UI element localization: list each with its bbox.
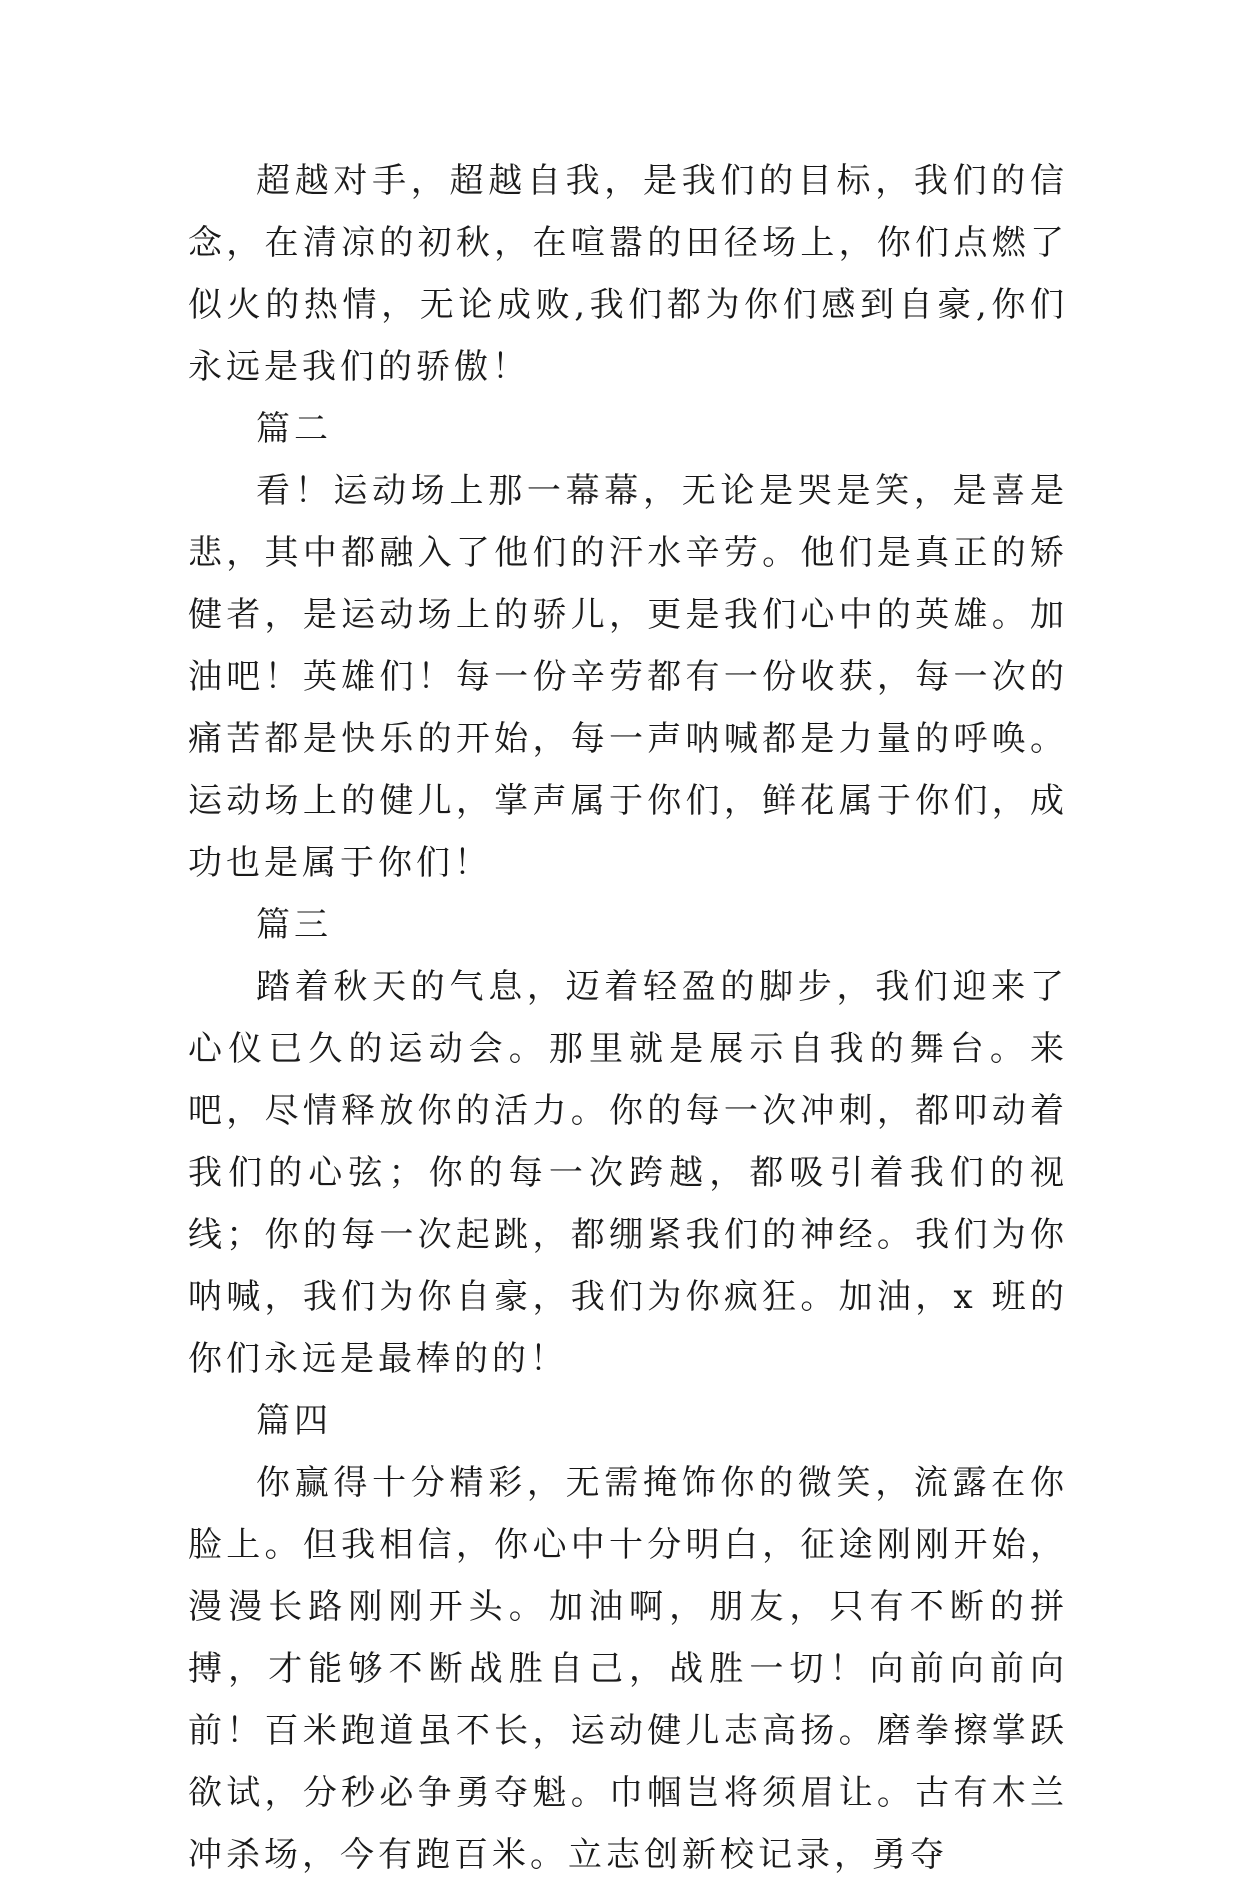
paragraph-1: 超越对手，超越自我，是我们的目标，我们的信念，在清凉的初秋，在喧嚣的田径场上，你们点燃了似火的热情，无论成败,我们都为你们感到自豪,你们永远是我们的骄傲！ [188,161,1068,387]
paragraph-2: 看！运动场上那一幕幕，无论是哭是笑，是喜是悲，其中都融入了他们的汗水辛劳。他们是真正的矫健者，是运动场上的骄儿，更是我们心中的英雄。加油吧！英雄们！每一份辛劳都有一份收获，每一次的痛苦都是快乐的开始，每一声呐喊都是力量的呼唤。运动场上的健儿，掌声属于你们，鲜花属于你们，成功也是属于你们！ [188,471,1068,883]
paragraph-4: 你赢得十分精彩，无需掩饰你的微笑，流露在你脸上。但我相信，你心中十分明白，征途刚刚开始，漫漫长路刚刚开头。加油啊，朋友，只有不断的拼搏，才能够不断战胜自己，战胜一切！向前向前向前！百米跑道虽不长，运动健儿志高扬。磨拳擦掌跃欲试，分秒必争勇夺魁。巾帼岂将须眉让。古有木兰冲杀场，今有跑百米。立志创新校记录，勇夺 [188,1463,1068,1875]
document-page [188,150,1068,1875]
section-heading-3: 篇三 [256,905,332,945]
section-heading-2: 篇二 [256,409,332,449]
section-heading-4: 篇四 [256,1401,332,1441]
paragraph-3: 踏着秋天的气息，迈着轻盈的脚步，我们迎来了心仪已久的运动会。那里就是展示自我的舞台。来吧，尽情释放你的活力。你的每一次冲刺，都叩动着我们的心弦；你的每一次跨越，都吸引着我们的视线；你的每一次起跳，都绷紧我们的神经。我们为你呐喊，我们为你自豪，我们为你疯狂。加油，x 班的你们永远是最棒的的！ [188,967,1068,1379]
